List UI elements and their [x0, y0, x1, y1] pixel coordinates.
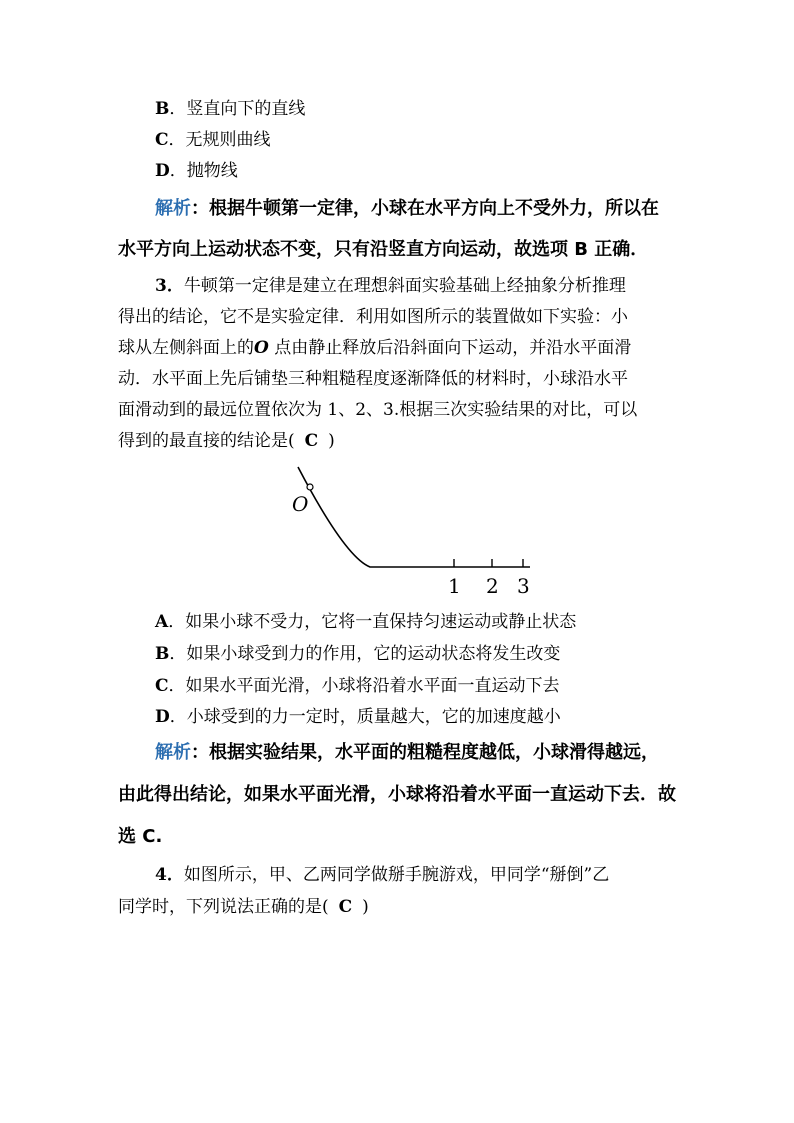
- stem-text: 得到的最直接的结论是(: [118, 431, 295, 451]
- incline-and-floor-line: [298, 467, 530, 567]
- mark-2: 2: [486, 574, 499, 598]
- option-letter: C: [155, 130, 169, 150]
- stem-text: 同学时，下列说法正确的是(: [118, 897, 329, 917]
- option-letter: D: [155, 707, 170, 727]
- point-o-text: O: [254, 338, 269, 358]
- mark-1: 1: [448, 574, 461, 598]
- mark-3: 3: [517, 574, 530, 598]
- ball-at-o: [307, 484, 313, 490]
- q3-analysis-line3: 选 C.: [118, 826, 163, 847]
- q2-analysis-line2: 水平方向上运动状态不变，只有沿竖直方向运动，故选项 B 正确．: [118, 239, 649, 260]
- stem-text: 牛顿第一定律是建立在理想斜面实验基础上经抽象分析推理: [183, 276, 626, 296]
- q2-option-c: C．无规则曲线: [155, 130, 271, 150]
- analysis-text: ：根据实验结果，水平面的粗糙程度越低，小球滑得越远，: [191, 742, 659, 763]
- option-letter: D: [155, 161, 170, 181]
- incline-figure: [285, 462, 545, 602]
- stem-text: 球从左侧斜面上的: [118, 338, 254, 358]
- option-letter: B: [155, 99, 170, 119]
- q3-option-b: B．如果小球受到力的作用，它的运动状态将发生改变: [155, 644, 561, 664]
- q2-option-d: D．抛物线: [155, 161, 238, 181]
- answer-choice: C: [304, 431, 319, 451]
- option-text: 小球受到的力一定时，质量越大，它的加速度越小: [186, 707, 561, 727]
- option-text: 如果小球受到力的作用，它的运动状态将发生改变: [186, 644, 561, 664]
- option-letter: C: [155, 676, 169, 696]
- option-text: 如果水平面光滑，小球将沿着水平面一直运动下去: [185, 676, 560, 696]
- q2-option-b: B．竖直向下的直线: [155, 99, 306, 119]
- option-text: 竖直向下的直线: [186, 99, 306, 119]
- q3-stem-line6: [118, 431, 335, 451]
- q3-stem-line4: 动．水平面上先后铺垫三种粗糙程度逐渐降低的材料时，小球沿水平: [118, 369, 628, 389]
- question-number: 4．: [155, 865, 184, 885]
- stem-text: ): [328, 431, 335, 451]
- q2-analysis-line1: [155, 199, 659, 219]
- o-label: O: [292, 492, 309, 516]
- q3-stem-line2: 得出的结论，它不是实验定律．利用如图所示的装置做如下实验：小: [118, 307, 628, 327]
- option-text: 如果小球不受力，它将一直保持匀速运动或静止状态: [185, 612, 577, 632]
- option-text: 抛物线: [186, 161, 238, 181]
- option-letter: A: [155, 612, 169, 632]
- q3-stem-line5: 面滑动到的最远位置依次为 1、2、3.根据三次实验结果的对比，可以: [118, 400, 638, 420]
- q3-option-c: C．如果水平面光滑，小球将沿着水平面一直运动下去: [155, 676, 560, 696]
- answer-choice: C: [338, 897, 353, 917]
- option-letter: B: [155, 644, 170, 664]
- q3-analysis-line1: [155, 743, 659, 763]
- q3-option-d: D．小球受到的力一定时，质量越大，它的加速度越小: [155, 707, 561, 727]
- stem-text: 如图所示，甲、乙两同学做掰手腕游戏，甲同学“掰倒”乙: [183, 865, 610, 885]
- q4-stem-line2: [118, 897, 369, 917]
- q3-stem-line1: [155, 276, 626, 296]
- stem-text: ): [362, 897, 369, 917]
- stem-text: 点由静止释放后沿斜面向下运动，并沿水平面滑: [274, 338, 632, 358]
- q4-stem-line1: [155, 865, 609, 885]
- q3-stem-line3: [118, 338, 631, 358]
- analysis-text: ：根据牛顿第一定律，小球在水平方向上不受外力，所以在: [191, 198, 659, 219]
- q3-option-a: A．如果小球不受力，它将一直保持匀速运动或静止状态: [155, 612, 577, 632]
- question-number: 3．: [155, 276, 184, 296]
- option-text: 无规则曲线: [185, 130, 271, 150]
- analysis-label: 解析: [155, 198, 191, 219]
- analysis-label: 解析: [155, 742, 191, 763]
- q3-analysis-line2: 由此得出结论，如果水平面光滑，小球将沿着水平面一直运动下去．故: [118, 784, 676, 805]
